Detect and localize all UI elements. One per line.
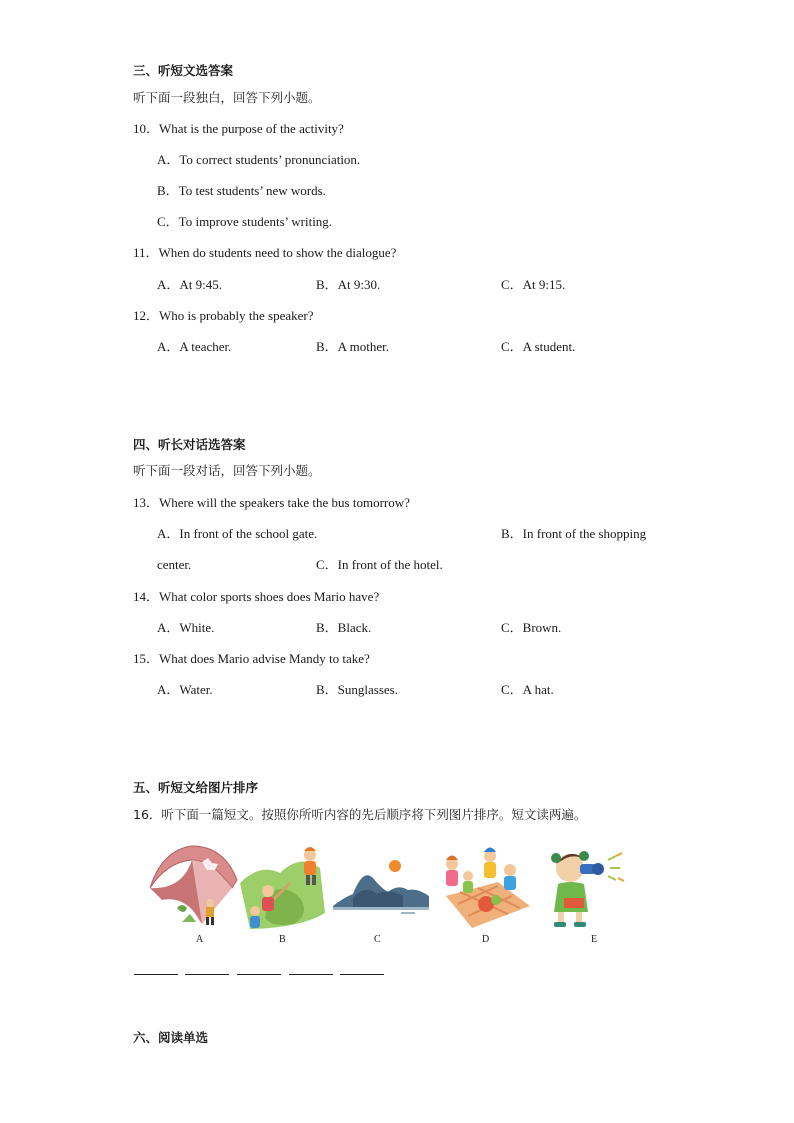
question-14-option-a: A．White. — [157, 620, 215, 635]
question-13-option-c: C．In front of the hotel. — [316, 557, 443, 572]
picnic-picture — [438, 844, 534, 930]
question-12-option-c: C．A student. — [501, 339, 576, 354]
question-16-stem: 16．听下面一篇短文。按照你所听内容的先后顺序将下列图片排序。短文读两遍。 — [133, 807, 587, 822]
question-15-option-b: B．Sunglasses. — [316, 682, 398, 697]
question-11-option-b: B．At 9:30. — [316, 277, 381, 292]
question-13-option-a: A．In front of the school gate. — [157, 526, 318, 541]
question-15-option-a: A．Water. — [157, 682, 213, 697]
answer-blank-5[interactable] — [340, 974, 384, 975]
section-4-instruction: 听下面一段对话，回答下列小题。 — [133, 463, 321, 478]
picture-label-a: A — [196, 934, 204, 945]
section-5-title: 五、听短文给图片排序 — [133, 780, 259, 795]
picture-label-c: C — [374, 934, 381, 945]
question-11-stem: 11．When do students need to show the dialogue? — [133, 245, 397, 260]
question-12-option-b: B．A mother. — [316, 339, 389, 354]
climbing-picture — [240, 843, 330, 930]
question-12-stem: 12．Who is probably the speaker? — [133, 308, 314, 323]
question-13-option-b: B．In front of the shopping — [501, 526, 647, 541]
picture-label-e: E — [591, 934, 598, 945]
question-14-option-c: C．Brown. — [501, 620, 562, 635]
section-4-title: 四、听长对话选答案 — [133, 437, 246, 452]
section-3-title: 三、听短文选答案 — [133, 63, 234, 78]
tent-picture — [142, 840, 242, 930]
question-10-option-b: B．To test students’ new words. — [157, 183, 326, 198]
answer-blank-2[interactable] — [185, 974, 229, 975]
question-14-stem: 14．What color sports shoes does Mario have? — [133, 589, 380, 604]
picture-label-b: B — [279, 934, 286, 945]
section-3-instruction: 听下面一段独白，回答下列小题。 — [133, 90, 321, 105]
answer-blank-3[interactable] — [237, 974, 281, 975]
question-11-option-c: C．At 9:15. — [501, 277, 566, 292]
question-15-stem: 15．What does Mario advise Mandy to take? — [133, 651, 370, 666]
picture-label-d: D — [482, 934, 490, 945]
question-13-stem: 13．Where will the speakers take the bus tomorrow? — [133, 495, 410, 510]
section-6-title: 六、阅读单选 — [133, 1030, 209, 1045]
mountain-landscape-picture — [333, 858, 429, 918]
question-10-option-a: A．To correct students’ pronunciation. — [157, 152, 361, 167]
question-12-option-a: A．A teacher. — [157, 339, 232, 354]
question-15-option-c: C．A hat. — [501, 682, 554, 697]
answer-blank-1[interactable] — [134, 974, 178, 975]
answer-blank-4[interactable] — [289, 974, 333, 975]
question-10-stem: 10．What is the purpose of the activity? — [133, 121, 344, 136]
question-14-option-b: B．Black. — [316, 620, 372, 635]
question-13-option-b-continued: center. — [157, 557, 192, 572]
binoculars-picture — [546, 846, 638, 930]
question-10-option-c: C．To improve students’ writing. — [157, 214, 333, 229]
question-11-option-a: A．At 9:45. — [157, 277, 223, 292]
